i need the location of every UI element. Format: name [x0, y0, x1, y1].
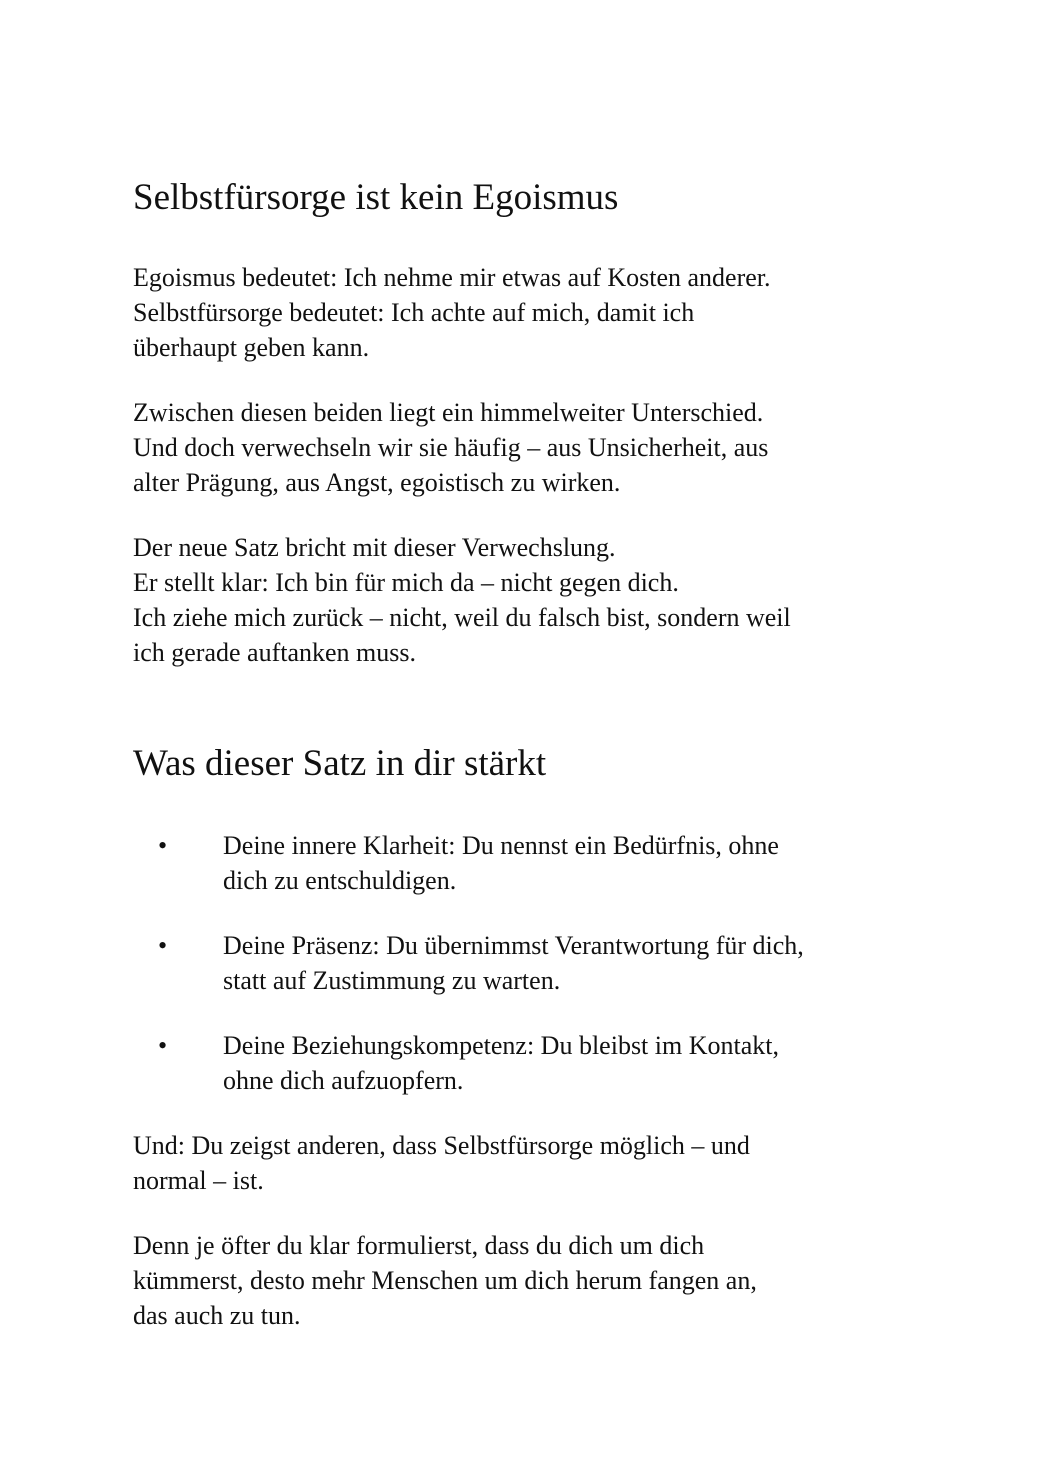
text-line: dich zu entschuldigen.: [223, 866, 457, 895]
bullet-list: [133, 828, 923, 1098]
text-line: Egoismus bedeutet: Ich nehme mir etwas auf Kosten anderer.: [133, 263, 771, 292]
text-line: statt auf Zustimmung zu warten.: [223, 966, 561, 995]
list-item: [133, 928, 913, 998]
text-line: Und doch verwechseln wir sie häufig – aus Unsicherheit, aus: [133, 433, 769, 462]
paragraph-egoism-definition: [133, 260, 923, 365]
paragraph-new-sentence: [133, 530, 923, 670]
text-line: das auch zu tun.: [133, 1301, 301, 1330]
text-line: Deine innere Klarheit: Du nennst ein Bedürfnis, ohne: [223, 831, 779, 860]
text-line: kümmerst, desto mehr Menschen um dich herum fangen an,: [133, 1266, 757, 1295]
text-line: Selbstfürsorge bedeutet: Ich achte auf mich, damit ich: [133, 298, 695, 327]
list-item: [133, 1028, 913, 1098]
text-line: normal – ist.: [133, 1166, 264, 1195]
text-line: Deine Präsenz: Du übernimmst Verantwortung für dich,: [223, 931, 804, 960]
document-content: [133, 172, 923, 1333]
text-line: ich gerade auftanken muss.: [133, 638, 417, 667]
paragraph-difference: [133, 395, 923, 500]
text-line: Er stellt klar: Ich bin für mich da – nicht gegen dich.: [133, 568, 679, 597]
text-line: überhaupt geben kann.: [133, 333, 370, 362]
section-heading-strengthens: Was dieser Satz in dir stärkt: [133, 743, 547, 784]
text-line: Der neue Satz bricht mit dieser Verwechslung.: [133, 533, 616, 562]
bullet-icon: •: [158, 831, 168, 860]
text-line: ohne dich aufzuopfern.: [223, 1066, 464, 1095]
paragraph-show-others: [133, 1128, 923, 1198]
text-line: Zwischen diesen beiden liegt ein himmelweiter Unterschied.: [133, 398, 764, 427]
text-line: Und: Du zeigst anderen, dass Selbstfürsorge möglich – und: [133, 1131, 750, 1160]
bullet-icon: •: [158, 1031, 168, 1060]
list-item: [133, 828, 913, 898]
text-line: Deine Beziehungskompetenz: Du bleibst im Kontakt,: [223, 1031, 779, 1060]
text-line: Denn je öfter du klar formulierst, dass du dich um dich: [133, 1231, 705, 1260]
section-heading-self-care: Selbstfürsorge ist kein Egoismus: [133, 177, 619, 218]
text-line: alter Prägung, aus Angst, egoistisch zu wirken.: [133, 468, 621, 497]
text-line: Ich ziehe mich zurück – nicht, weil du falsch bist, sondern weil: [133, 603, 791, 632]
paragraph-closing: [133, 1228, 923, 1333]
bullet-icon: •: [158, 931, 168, 960]
